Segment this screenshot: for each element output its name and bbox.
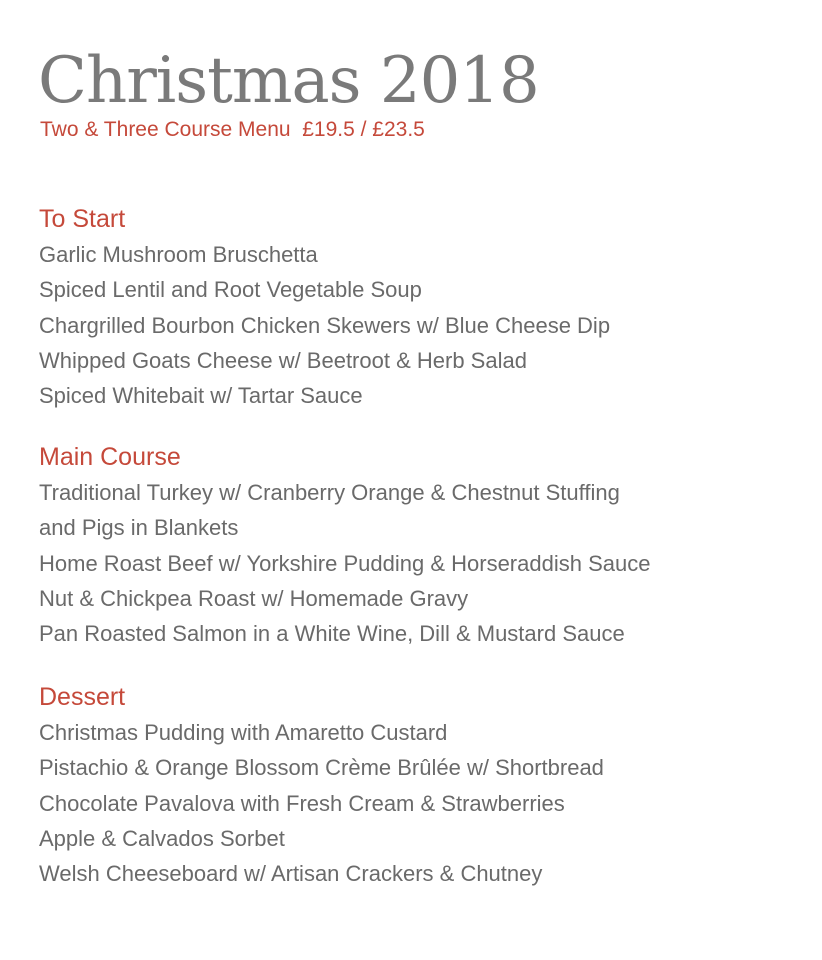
section-heading: Main Course	[39, 443, 181, 471]
dish-item: Apple & Calvados Sorbet	[39, 825, 285, 851]
dish-item: Traditional Turkey w/ Cranberry Orange & Chestnut Stuffing	[39, 480, 620, 505]
dish-item: Spiced Whitebait w/ Tartar Sauce	[39, 383, 363, 409]
dish-item: Christmas Pudding with Amaretto Custard	[39, 720, 448, 745]
section-dessert	[39, 680, 604, 891]
dish-list	[39, 715, 604, 891]
dish-item: Spiced Lentil and Root Vegetable Soup	[39, 277, 422, 303]
dish-item: Whipped Goats Cheese w/ Beetroot & Herb Salad	[39, 347, 527, 373]
dish-item: Pistachio & Orange Blossom Crème Brûlée w/ Shortbread	[39, 755, 604, 781]
menu-title: Christmas 2018	[38, 44, 539, 118]
section-heading: To Start	[39, 205, 126, 233]
dish-item: Garlic Mushroom Bruschetta	[39, 242, 318, 267]
dish-item: Chargrilled Bourbon Chicken Skewers w/ Blue Cheese Dip	[39, 312, 611, 338]
dish-item: Home Roast Beef w/ Yorkshire Pudding & Horseraddish Sauce	[39, 550, 651, 576]
menu-subtitle: Two & Three Course Menu £19.5 / £23.5	[40, 118, 425, 141]
dish-item: Pan Roasted Salmon in a White Wine, Dill & Mustard Sauce	[39, 621, 625, 647]
dish-item: and Pigs in Blankets	[39, 515, 239, 541]
section-main-course	[39, 440, 650, 651]
section-heading: Dessert	[39, 683, 126, 711]
dish-list	[39, 237, 610, 413]
section-to-start	[39, 202, 610, 413]
dish-item: Chocolate Pavalova with Fresh Cream & Strawberries	[39, 790, 565, 816]
dish-item: Nut & Chickpea Roast w/ Homemade Gravy	[39, 585, 469, 611]
dish-item: Welsh Cheeseboard w/ Artisan Crackers & Chutney	[39, 861, 543, 887]
dish-list	[39, 475, 650, 651]
